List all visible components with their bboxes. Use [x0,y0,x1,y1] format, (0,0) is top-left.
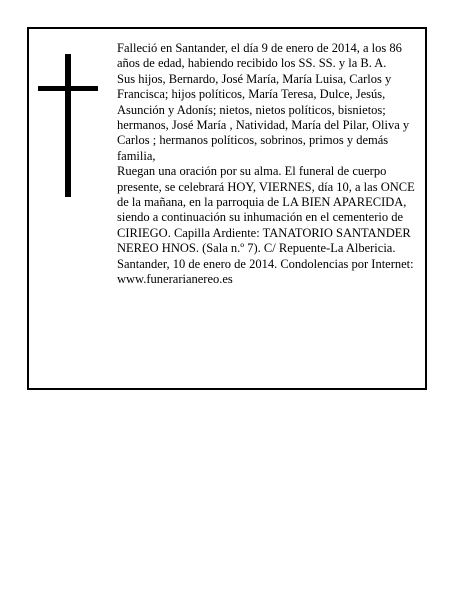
cross-vertical-bar [65,54,71,197]
funeral-details: Ruegan una oración por su alma. El funeral de cuerpo presente, se celebrará HOY, VIERNES, día 10, a las ONCE de la mañana, en la parroquia de LA BIEN APARECIDA, siendo a continuación su inhumación en el cementerio de CIRIEGO. Capilla Ardiente: TANATORIO SANTANDER NEREO HNOS. (Sala n.º 7). C/ Repuente-La Albericia. [117,164,415,256]
family-list: Sus hijos, Bernardo, José María, María Luisa, Carlos y Francisca; hijos políticos, María Teresa, Dulce, Jesús, Asunción y Adonís; nietos, nietos políticos, bisnietos; hermanos, José María , Natividad, María del Pilar, Oliva y Carlos ; hermanos políticos, sobrinos, primos y demás familia, [117,71,410,163]
date-and-condolences: Santander, 10 de enero de 2014. Condolencias por Internet: www.funerarianereo.es [117,256,414,287]
cross-horizontal-bar [38,86,98,91]
notice-text [117,41,419,288]
latin-cross-icon [38,54,98,197]
obituary-notice [27,27,427,390]
death-announcement: Falleció en Santander, el día 9 de enero de 2014, a los 86 años de edad, habiendo recibido los SS. SS. y la B. A. [117,41,402,71]
